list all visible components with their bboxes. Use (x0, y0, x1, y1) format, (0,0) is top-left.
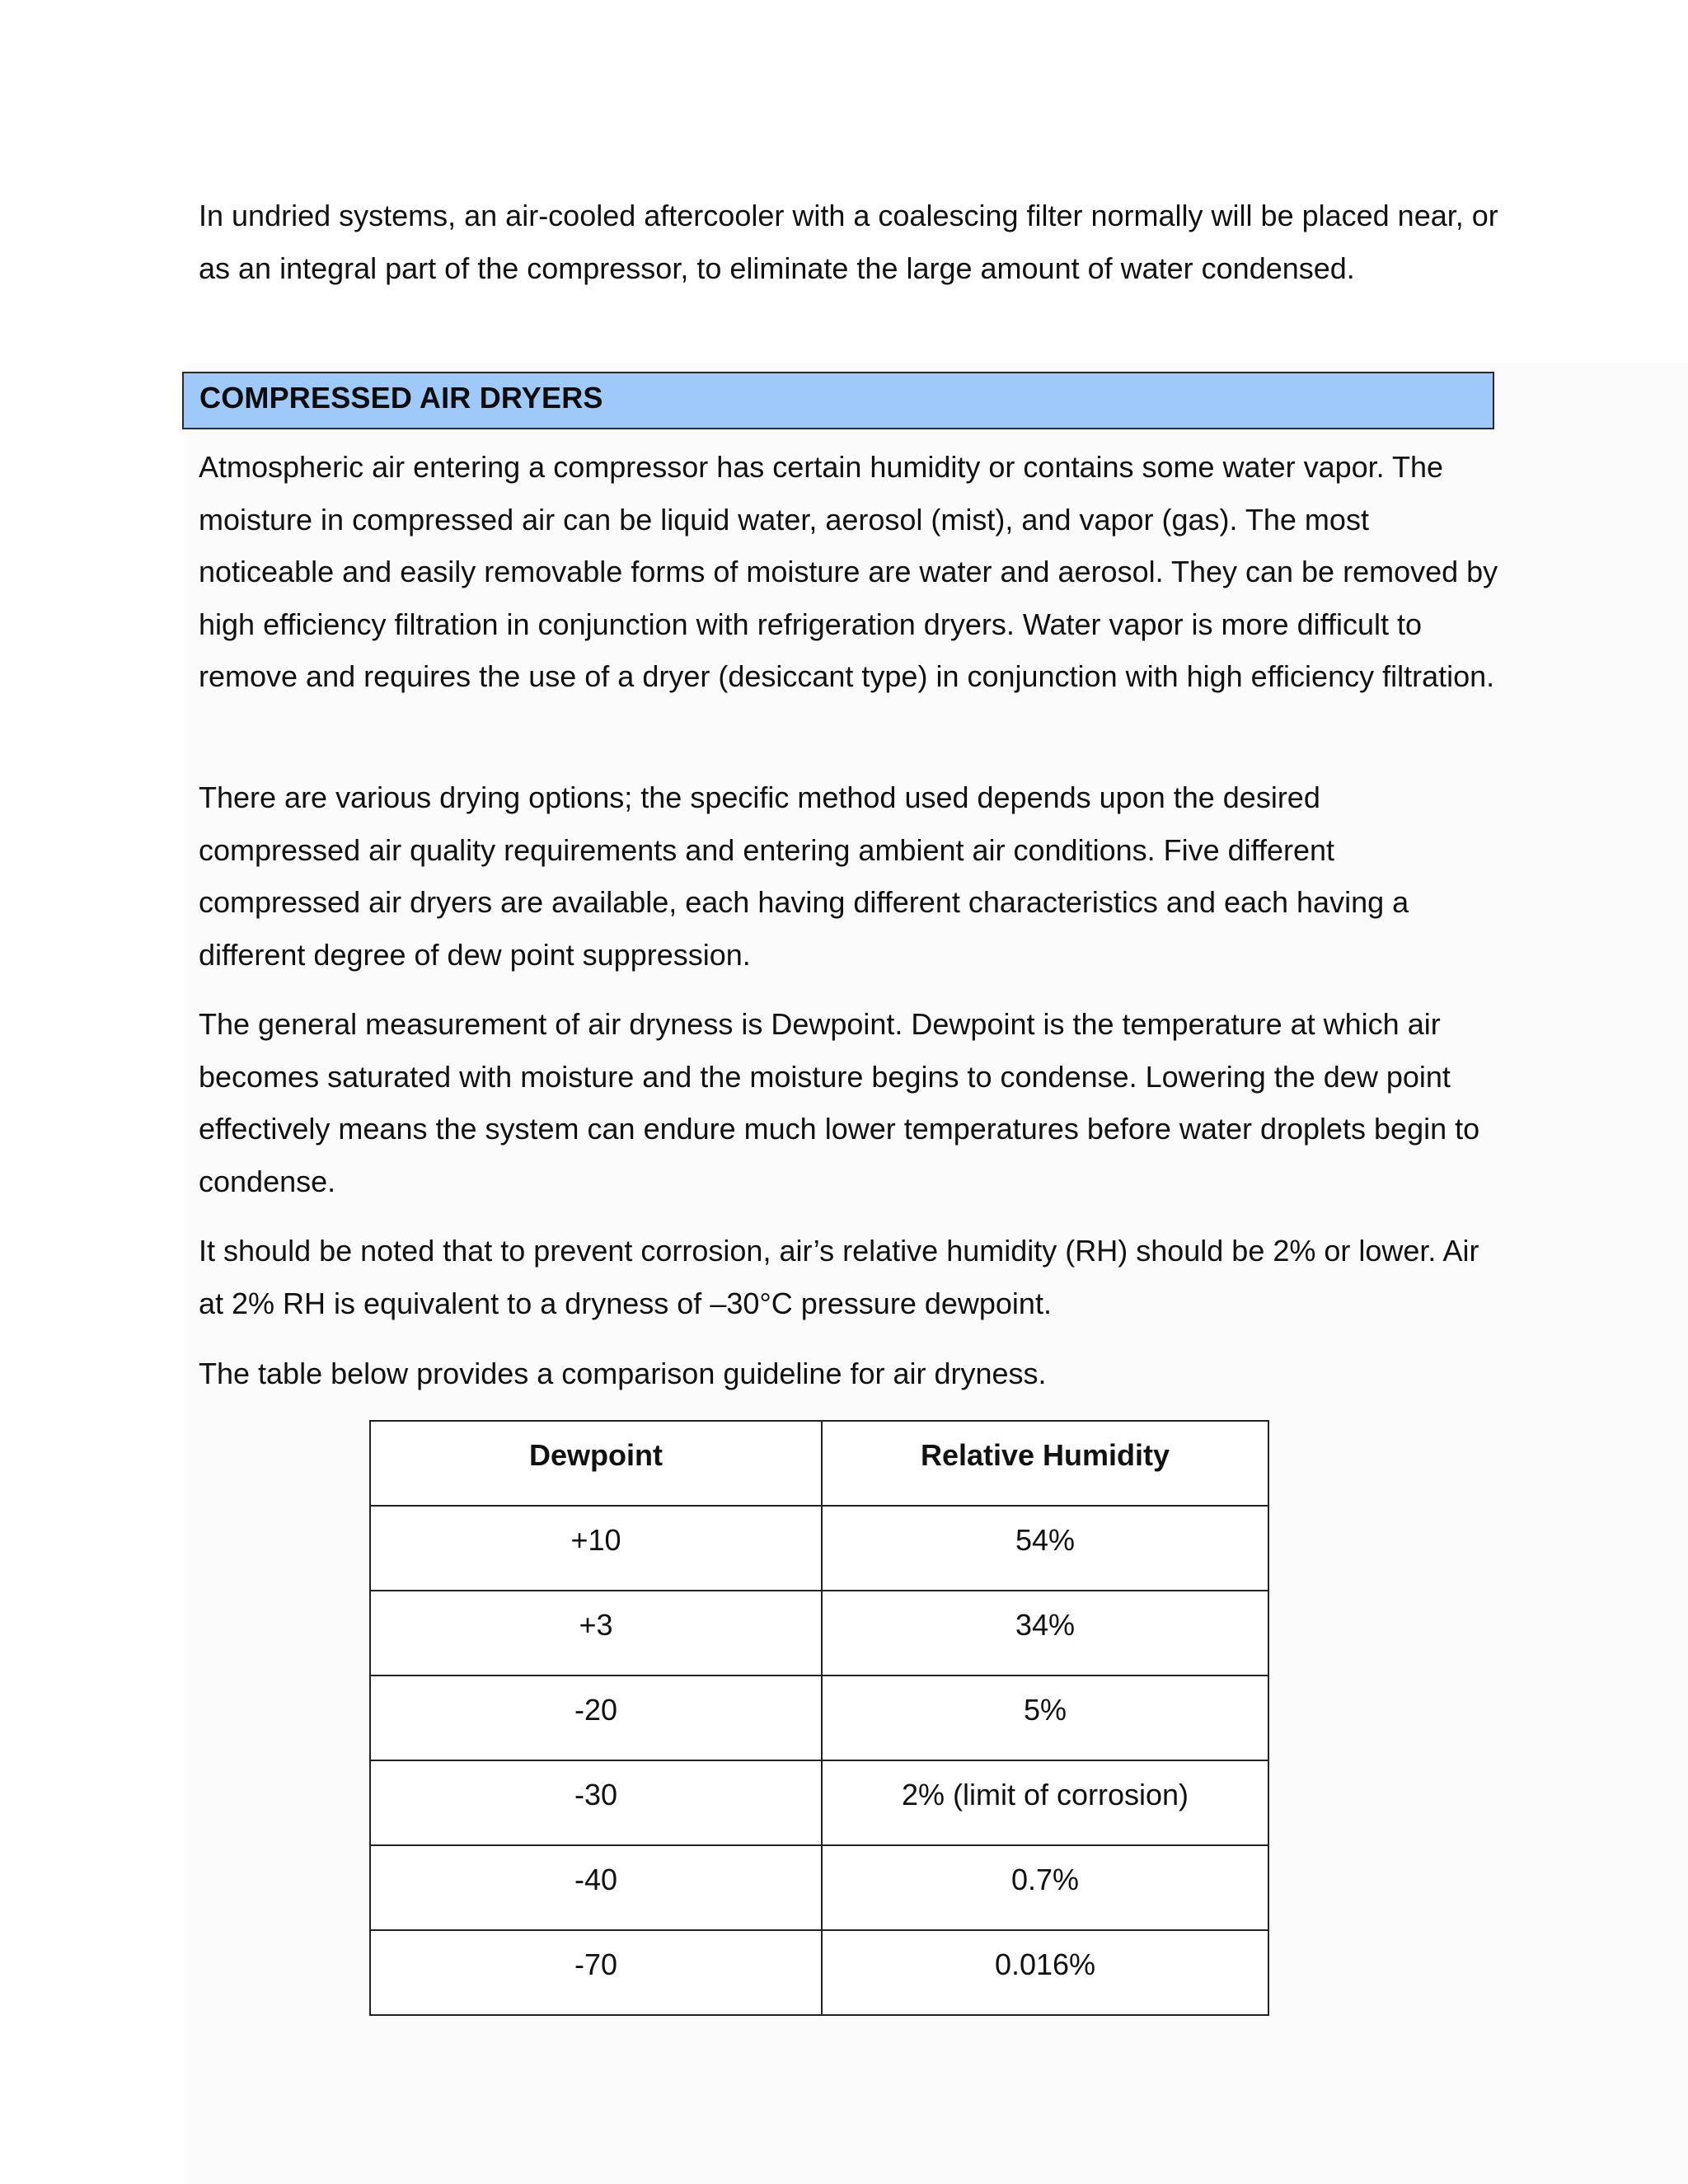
humidity-cell: 34% (822, 1591, 1268, 1675)
dewpoint-cell: -30 (370, 1760, 822, 1845)
table-intro-paragraph: The table below provides a comparison guideline for air dryness. (199, 1357, 1047, 1390)
dewpoint-cell: -20 (370, 1675, 822, 1760)
humidity-cell: 5% (822, 1675, 1268, 1760)
humidity-cell: 0.016% (822, 1930, 1268, 2015)
humidity-cell: 2% (limit of corrosion) (822, 1760, 1268, 1845)
table-row (370, 1506, 1268, 1591)
drying-options-paragraph: There are various drying options; the specific method used depends upon the desired compressed air quality requirements and entering ambient air conditions. Five different compressed air dryers are available, each having different characteristics and each having a different degree of dew point suppression. (199, 780, 1409, 972)
dewpoint-cell: -70 (370, 1930, 822, 2015)
table-row (370, 1845, 1268, 1930)
dewpoint-cell: +10 (370, 1506, 822, 1591)
intro-paragraph: In undried systems, an air-cooled aftercooler with a coalescing filter normally will be placed near, or as an integral part of the compressor, to eliminate the large amount of water condensed. (199, 199, 1498, 285)
humidity-cell: 0.7% (822, 1845, 1268, 1930)
dewpoint-paragraph: The general measurement of air dryness is Dewpoint. Dewpoint is the temperature at which air becomes saturated with moisture and the moisture begins to condense. Lowering the dew point effectively means the system can endure much lower temperatures before water droplets begin to condense. (199, 1007, 1480, 1198)
corrosion-paragraph: It should be noted that to prevent corrosion, air’s relative humidity (RH) should be 2% or lower. Air at 2% RH is equivalent to a dryness of –30°C pressure dewpoint. (199, 1234, 1479, 1320)
air-dryness-table (369, 1420, 1269, 2016)
table-row (370, 1930, 1268, 2015)
page-top-margin (0, 0, 1688, 363)
table-row (370, 1675, 1268, 1760)
section-title: COMPRESSED AIR DRYERS (199, 381, 603, 415)
header-dewpoint: Dewpoint (370, 1421, 822, 1506)
section-header (182, 372, 1494, 429)
table-header-row (370, 1421, 1268, 1506)
humidity-cell: 54% (822, 1506, 1268, 1591)
table-row (370, 1591, 1268, 1675)
table-row (370, 1760, 1268, 1845)
dewpoint-cell: +3 (370, 1591, 822, 1675)
header-relative-humidity: Relative Humidity (822, 1421, 1268, 1506)
moisture-paragraph: Atmospheric air entering a compressor has certain humidity or contains some water vapor. The moisture in compressed air can be liquid water, aerosol (mist), and vapor (gas). The most noticeable and easily removable forms of moisture are water and aerosol. They can be removed by high efficiency filtration in conjunction with refrigeration dryers. Water vapor is more difficult to remove and requires the use of a dryer (desiccant type) in conjunction with high efficiency filtration. (199, 450, 1498, 693)
dewpoint-cell: -40 (370, 1845, 822, 1930)
